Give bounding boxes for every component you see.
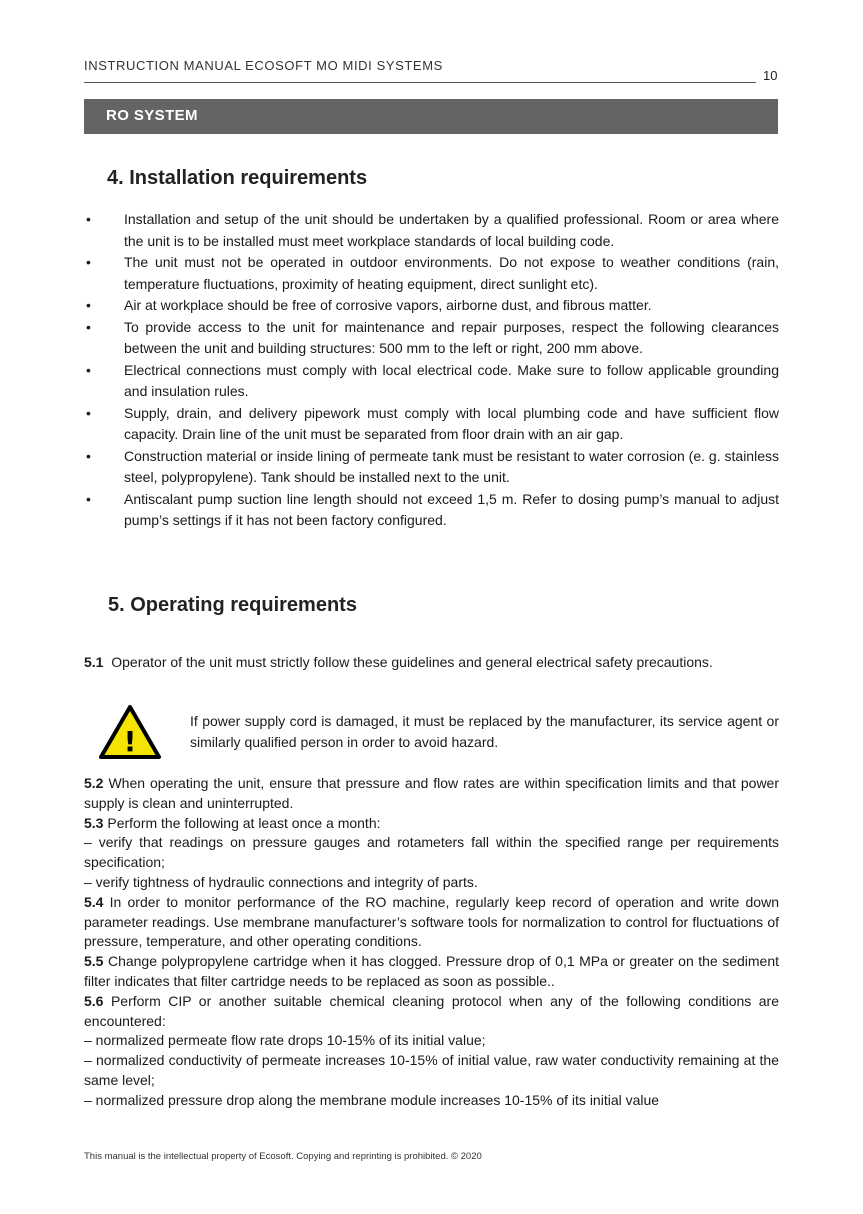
paragraph-number: 5.3 xyxy=(84,814,104,831)
bullet-icon: • xyxy=(86,297,91,313)
list-item xyxy=(84,295,779,317)
footer-notice: This manual is the intellectual property of Ecosoft. Copying and reprinting is prohibited. © 2020 xyxy=(84,1151,482,1162)
paragraph-5-5 xyxy=(84,952,779,992)
list-item-text: Antiscalant pump suction line length should not exceed 1,5 m. Refer to dosing pump’s manual to adjust pump’s settings if it has not been factory configured. xyxy=(124,490,779,528)
paragraph-text: Perform CIP or another suitable chemical cleaning protocol when any of the following conditions are encountered: xyxy=(84,992,779,1029)
bullet-icon: • xyxy=(86,361,91,378)
bullet-icon: • xyxy=(86,254,91,270)
paragraph-5-2 xyxy=(84,774,779,814)
paragraph-5-6 xyxy=(84,992,779,1032)
paragraph-text: Operator of the unit must strictly follow these guidelines and general electrical safety precautions. xyxy=(111,654,713,670)
warning-text: If power supply cord is damaged, it must be replaced by the manufacturer, its service agent or similarly qualified person in order to avoid hazard. xyxy=(190,713,779,750)
bullet-icon: • xyxy=(86,447,91,464)
warning-symbol: ! xyxy=(123,725,137,758)
list-item xyxy=(84,403,779,446)
bullet-icon: • xyxy=(86,211,91,227)
list-item-text: Supply, drain, and delivery pipework must comply with local plumbing code and have sufficient flow capacity. Drain line of the unit must be separated from floor drain with an air gap. xyxy=(124,404,779,442)
operating-heading: 5. Operating requirements xyxy=(108,594,357,616)
header-rule xyxy=(84,82,756,83)
list-item xyxy=(84,489,779,532)
installation-heading: 4. Installation requirements xyxy=(107,167,368,189)
list-item-text: Electrical connections must comply with local electrical code. Make sure to follow applicable grounding and insulation rules. xyxy=(124,361,779,399)
paragraph-5-3 xyxy=(84,814,779,834)
list-item: – normalized pressure drop along the membrane module increases 10-15% of its initial value xyxy=(84,1091,660,1108)
bullet-icon: • xyxy=(86,318,91,335)
paragraph-5-1 xyxy=(84,652,779,672)
list-item xyxy=(84,252,779,295)
paragraph-number: 5.4 xyxy=(84,893,104,910)
list-item-text: The unit must not be operated in outdoor environments. Do not expose to weather conditions (rain, temperature fluctuations, proximity of heating equipment, direct sunlight etc). xyxy=(124,254,779,292)
bullet-icon: • xyxy=(86,404,91,421)
page-number: 10 xyxy=(763,68,778,83)
operating-body xyxy=(84,774,779,1111)
list-item xyxy=(84,209,779,252)
list-item xyxy=(84,360,779,403)
paragraph-number: 5.1 xyxy=(84,654,104,670)
paragraph-number: 5.5 xyxy=(84,953,104,970)
paragraph-text: Perform the following at least once a month: xyxy=(103,814,381,831)
installation-list xyxy=(84,209,779,532)
section-bar xyxy=(84,99,778,134)
paragraph-text: Change polypropylene cartridge when it has clogged. Pressure drop of 0,1 MPa or greater on the sediment filter indicates that filter cartridge needs to be replaced as soon as possible.. xyxy=(84,953,779,989)
paragraph-5-4 xyxy=(84,893,779,952)
list-item: – normalized conductivity of permeate increases 10-15% of initial value, raw water conductivity remaining at the same level; xyxy=(84,1052,779,1088)
paragraph-text: In order to monitor performance of the RO machine, regularly keep record of operation and write down parameter readings. Use membrane manufacturer’s software tools for normalization to control for fluctuations of pressure, temperature, and other operating conditions. xyxy=(84,893,779,950)
list-item: – verify that readings on pressure gauges and rotameters fall within the specified range per requirements specification; xyxy=(84,834,779,871)
bullet-icon: • xyxy=(86,490,91,507)
list-item-text: Construction material or inside lining of permeate tank must be resistant to water corrosion (e. g. stainless steel, polypropylene). Tank should be installed next to the unit. xyxy=(124,447,779,485)
header-title: INSTRUCTION MANUAL ECOSOFT MO MIDI SYSTEMS xyxy=(84,58,443,73)
list-item-text: Installation and setup of the unit should be undertaken by a qualified professional. Room or area where the unit is to be installed must meet workplace standards of local building code. xyxy=(124,211,779,249)
warning-icon xyxy=(98,704,162,760)
list-item xyxy=(84,317,779,360)
section-bar-label: RO SYSTEM xyxy=(106,107,198,124)
list-item xyxy=(84,446,779,489)
list-item: – normalized permeate flow rate drops 10-15% of its initial value; xyxy=(84,1032,486,1049)
list-item-text: Air at workplace should be free of corrosive vapors, airborne dust, and fibrous matter. xyxy=(124,297,652,313)
paragraph-text: When operating the unit, ensure that pressure and flow rates are within specification limits and that power supply is clean and uninterrupted. xyxy=(84,775,779,811)
list-item: – verify tightness of hydraulic connections and integrity of parts. xyxy=(84,873,478,890)
paragraph-number: 5.6 xyxy=(84,992,104,1009)
paragraph-number: 5.2 xyxy=(84,775,104,791)
list-item-text: To provide access to the unit for maintenance and repair purposes, respect the following clearances between the unit and building structures: 500 mm to the left or right, 200 mm above. xyxy=(124,318,779,356)
